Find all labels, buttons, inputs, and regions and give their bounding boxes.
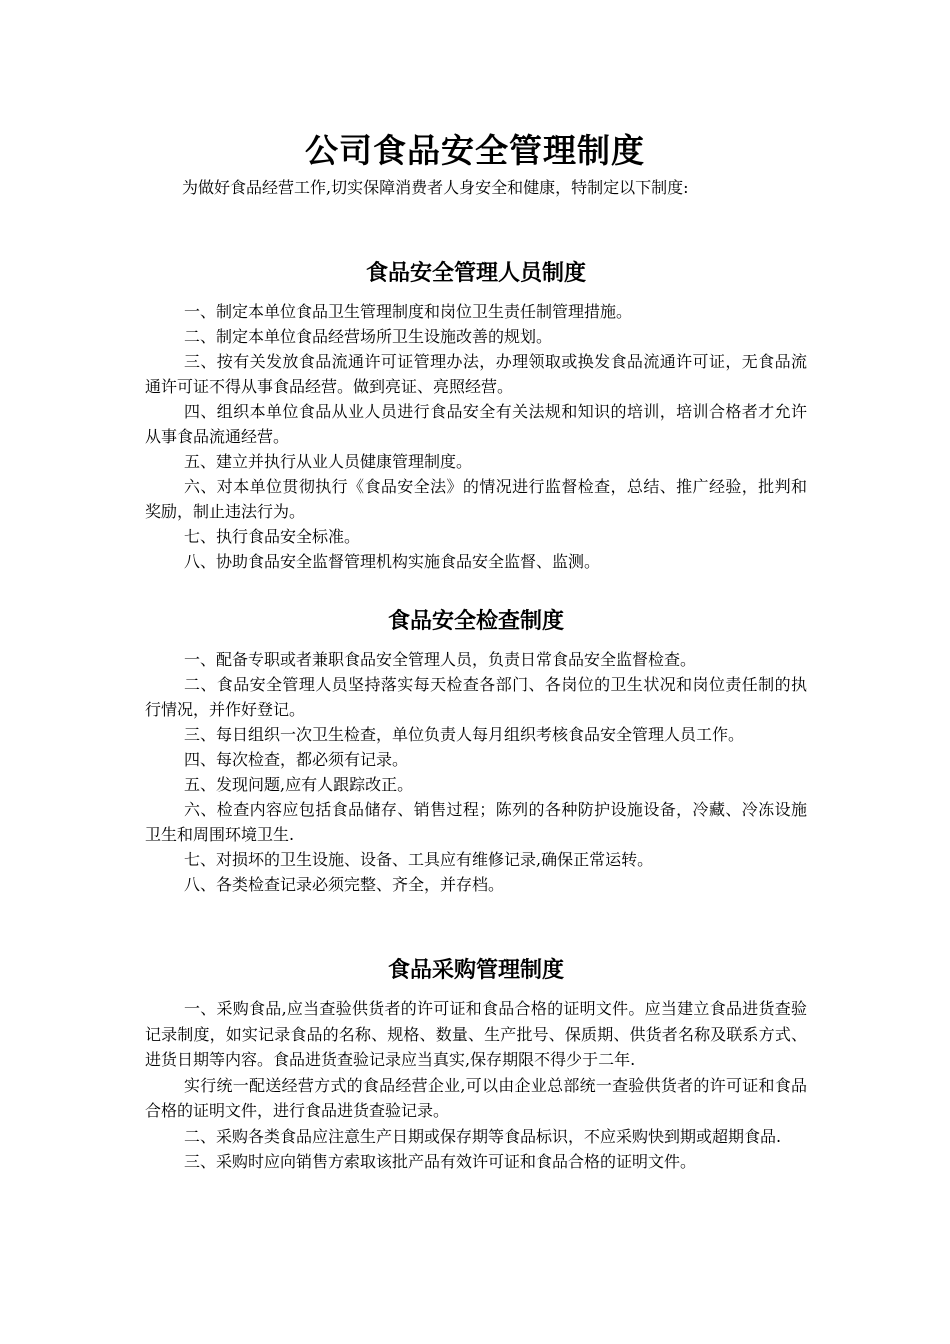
list-item: 八、各类检查记录必须完整、齐全，并存档。 [184, 875, 505, 894]
list-item: 二、采购各类食品应注意生产日期或保存期等食品标识，不应采购快到期或超期食品. [184, 1126, 782, 1146]
list-item: 三、采购时应向销售方索取该批产品有效许可证和食品合格的证明文件。 [184, 1152, 697, 1171]
item-list [145, 647, 807, 897]
item-list [145, 996, 807, 1175]
list-item: 二、制定本单位食品经营场所卫生设施改善的规划。 [184, 327, 553, 346]
section-title: 食品安全检查制度 [387, 608, 564, 634]
list-item: 三、按有关发放食品流通许可证管理办法，办理领取或换发食品流通许可证，无食品流通许可证不得从事食品经营。做到亮证、亮照经营。 [145, 352, 807, 396]
list-item: 一、采购食品,应当查验供货者的许可证和食品合格的证明文件。应当建立食品进货查验记录制度，如实记录食品的名称、规格、数量、生产批号、保质期、供货者名称及联系方式、进货日期等内容。食品进货查验记录应当真实,保存期限不得少于二年. [145, 999, 807, 1069]
intro-paragraph: 为做好食品经营工作,切实保障消费者人身安全和健康，特制定以下制度: [182, 178, 689, 197]
section-personnel [145, 258, 807, 574]
section-purchase [145, 955, 807, 1175]
list-item: 六、对本单位贯彻执行《食品安全法》的情况进行监督检查，总结、推广经验，批判和奖励，制止违法行为。 [145, 477, 807, 521]
item-list [145, 299, 807, 574]
section-title: 食品安全管理人员制度 [365, 260, 586, 286]
section-inspection [145, 606, 807, 897]
list-item: 八、协助食品安全监督管理机构实施食品安全监督、监测。 [184, 552, 601, 571]
list-item: 七、对损坏的卫生设施、设备、工具应有维修记录,确保正常运转。 [184, 850, 654, 869]
list-item: 四、每次检查，都必须有记录。 [184, 750, 409, 769]
list-item: 一、配备专职或者兼职食品安全管理人员，负责日常食品安全监督检查。 [184, 650, 697, 669]
list-item: 三、每日组织一次卫生检查，单位负责人每月组织考核食品安全管理人员工作。 [184, 725, 745, 744]
list-item: 七、执行食品安全标准。 [184, 527, 361, 546]
list-item: 六、检查内容应包括食品储存、销售过程；陈列的各种防护设施设备，冷藏、冷冻设施卫生和周围环境卫生. [145, 800, 807, 844]
list-item: 二、食品安全管理人员坚持落实每天检查各部门、各岗位的卫生状况和岗位责任制的执行情况，并作好登记。 [145, 675, 807, 719]
list-item: 四、组织本单位食品从业人员进行食品安全有关法规和知识的培训，培训合格者才允许从事食品流通经营。 [145, 402, 807, 446]
list-item: 五、建立并执行从业人员健康管理制度。 [184, 452, 473, 471]
list-item: 五、发现问题,应有人跟踪改正。 [184, 775, 414, 794]
document-title: 公司食品安全管理制度 [305, 131, 645, 170]
list-item: 一、制定本单位食品卫生管理制度和岗位卫生责任制管理措施。 [184, 302, 633, 321]
section-title: 食品采购管理制度 [387, 957, 564, 983]
list-item: 实行统一配送经营方式的食品经营企业,可以由企业总部统一查验供货者的许可证和食品合格的证明文件，进行食品进货查验记录。 [145, 1075, 807, 1120]
